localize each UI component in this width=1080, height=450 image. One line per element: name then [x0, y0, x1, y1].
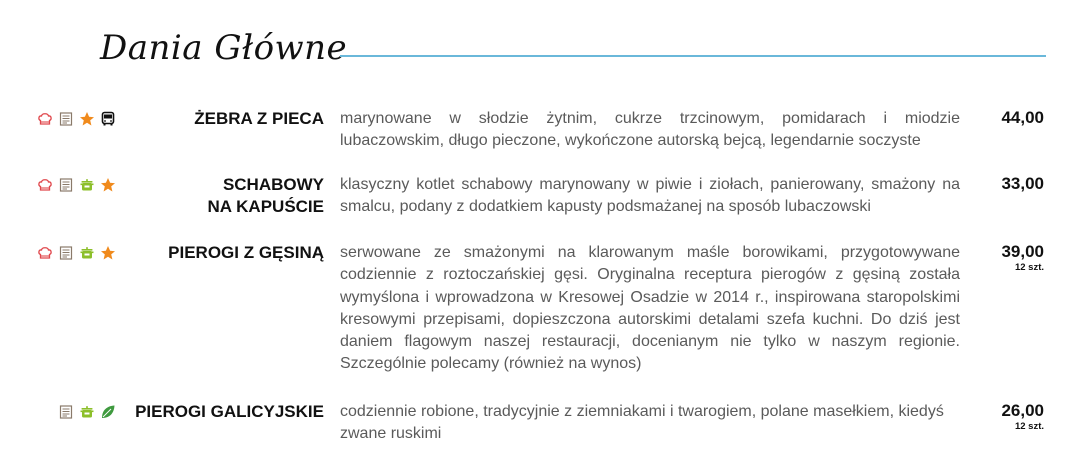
section-title: Dania Główne	[100, 28, 348, 68]
diet-icons	[37, 111, 116, 127]
diet-icons	[58, 404, 116, 420]
dish-description: marynowane w słodzie żytnim, cukrze trzcinowym, pomidarach i miodzie lubaczowskim, długo pieczone, wykończone autorską bejcą, legendarnie soczyste	[340, 110, 960, 150]
diet-icons	[37, 245, 116, 261]
dish-price: 26,00 12 szt.	[1001, 401, 1044, 432]
dish-price: 33,00	[1001, 174, 1044, 193]
cooking-pot-icon	[79, 245, 95, 261]
portion-quantity: 12 szt.	[1014, 421, 1044, 432]
bus-icon	[100, 111, 116, 127]
cooking-pot-icon	[79, 177, 95, 193]
dish-description: codziennie robione, tradycyjnie z ziemniakami i twarogiem, polane masełkiem, kiedyś zwane ruskimi	[340, 403, 944, 443]
menu-card-icon	[58, 177, 74, 193]
dish-description: klasyczny kotlet schabowy marynowany w piwie i ziołach, panierowany, smażony na smalcu, podany z dodatkiem kapusty podsmażanej na sposób lubaczowski	[340, 176, 960, 216]
star-icon	[79, 111, 95, 127]
star-icon	[100, 245, 116, 261]
section-header	[0, 22, 1080, 82]
leaf-icon	[100, 404, 116, 420]
dish-price: 39,00 12 szt.	[1001, 242, 1044, 273]
dish-name: SCHABOWY NA KAPUŚCIE	[207, 175, 324, 216]
chef-hat-icon	[37, 111, 53, 127]
portion-quantity: 12 szt.	[1014, 262, 1044, 273]
dish-price: 44,00	[1001, 108, 1044, 127]
menu-card-icon	[58, 111, 74, 127]
chef-hat-icon	[37, 245, 53, 261]
menu-card-icon	[58, 404, 74, 420]
dish-description: serwowane ze smażonymi na klarowanym maśle borowikami, przygotowywane codziennie z roztoczańskiej gęsi. Oryginalna receptura pierogów z gęsiną została wymyślona i wprowadzona w Kresowej Osadzie w 2014 r., inspirowana staropolskimi kresowymi przepisami, dopieszczona autorskimi detalami szefa kuchni. Do dziś jest daniem flagowym naszej restauracji, docenianym nie tylko w naszym regionie. Szczególnie polecamy (również na wynos)	[340, 244, 960, 373]
dish-name: PIEROGI Z GĘSINĄ	[168, 243, 324, 262]
cooking-pot-icon	[79, 404, 95, 420]
dish-name: PIEROGI GALICYJSKIE	[135, 402, 324, 421]
menu-card-icon	[58, 245, 74, 261]
diet-icons	[37, 177, 116, 193]
header-divider	[340, 55, 1046, 57]
star-icon	[100, 177, 116, 193]
chef-hat-icon	[37, 177, 53, 193]
dish-name: ŻEBRA Z PIECA	[194, 109, 324, 128]
